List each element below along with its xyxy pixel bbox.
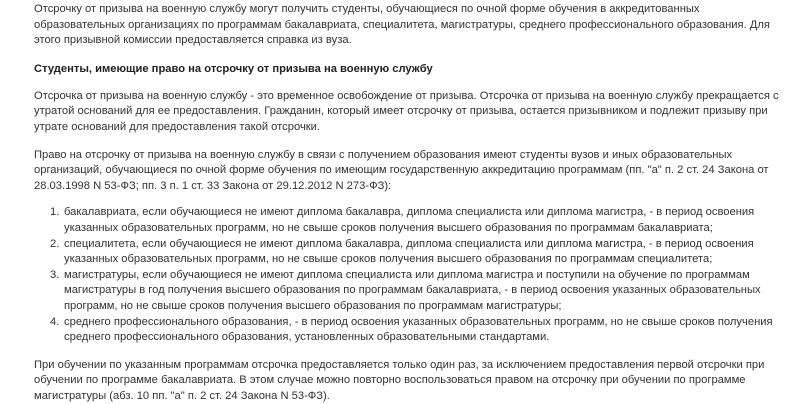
list-item (50, 237, 786, 268)
list-item-number: 3. (50, 268, 60, 281)
list-item-number: 4. (50, 315, 60, 328)
list-item-text: специалитета, если обучающиеся не имеют диплома бакалавра, диплома специалиста или диплома магистра, - в период освоения указанных образовательных программ, но не свыше сроков получения высшего образования по программам специалитета; (64, 237, 754, 266)
right-paragraph: Право на отсрочку от призыва на военную службу в связи с получением образования имеют студенты вузов и иных образовательных организаций, обучающиеся по очной форме обучения по имеющим государственную аккредитацию программам (пп. "а" п. 2 ст. 24 Закона от 28.03.1998 N 53-ФЗ; пп. 3 п. 1 ст. 33 Закона от 29.12.2012 N 273-ФЗ): (34, 148, 769, 192)
list-item-number: 1. (50, 206, 60, 219)
list-item (50, 315, 786, 346)
note-paragraph: При обучении по указанным программам отсрочка предоставляется только один раз, за исключением предоставления первой отсрочки при обучении по программе бакалавриата. В этом случае можно повторно воспользоваться правом на отсрочку при обучении по программе магистратуры (абз. 10 пп. "а" п. 2 ст. 24 Закона N 53-ФЗ). (34, 358, 765, 402)
list-item-text: среднего профессионального образования, - в период освоения указанных образовательных программ, но не свыше сроков получения среднего профессионального образования, установленных образовательными стандартами. (64, 315, 773, 344)
list-item (50, 205, 786, 236)
definition-paragraph: Отсрочка от призыва на военную службу - это временное освобождение от призыва. Отсрочка от призыва на военную службу прекращается с утратой оснований для ее предоставления. Гражданин, который имеет отсрочку от призыва, остается призывником и подлежит призыву при утрате оснований для предоставления такой отсрочки. (34, 89, 779, 133)
list-item (50, 268, 786, 315)
section-heading: Студенты, имеющие право на отсрочку от призыва на военную службу (34, 62, 433, 75)
list-item-number: 2. (50, 237, 60, 250)
list-item-text: магистратуры, если обучающиеся не имеют диплома специалиста или диплома магистра и поступили на обучение по программам магистратуры в год получения высшего образования по программам бакалавриата, - в период освоения указанных образовательных программ, но не свыше сроков получения высшего образования по программам магистратуры; (64, 268, 761, 312)
list-item-text: бакалавриата, если обучающиеся не имеют диплома бакалавра, диплома специалиста или диплома магистра, - в период освоения указанных образовательных программ, но не свыше сроков получения высшего образования по программам бакалавриата; (64, 206, 755, 234)
education-categories-list (34, 205, 786, 345)
intro-paragraph: Отсрочку от призыва на военную службу могут получить студенты, обучающиеся по очной форме обучения в аккредитованных образовательных организациях по программам бакалавриата, специалитета, магистратуры, среднего профессионального образования. Для этого призывной комиссии предоставляется справка из вуза. (34, 3, 770, 47)
